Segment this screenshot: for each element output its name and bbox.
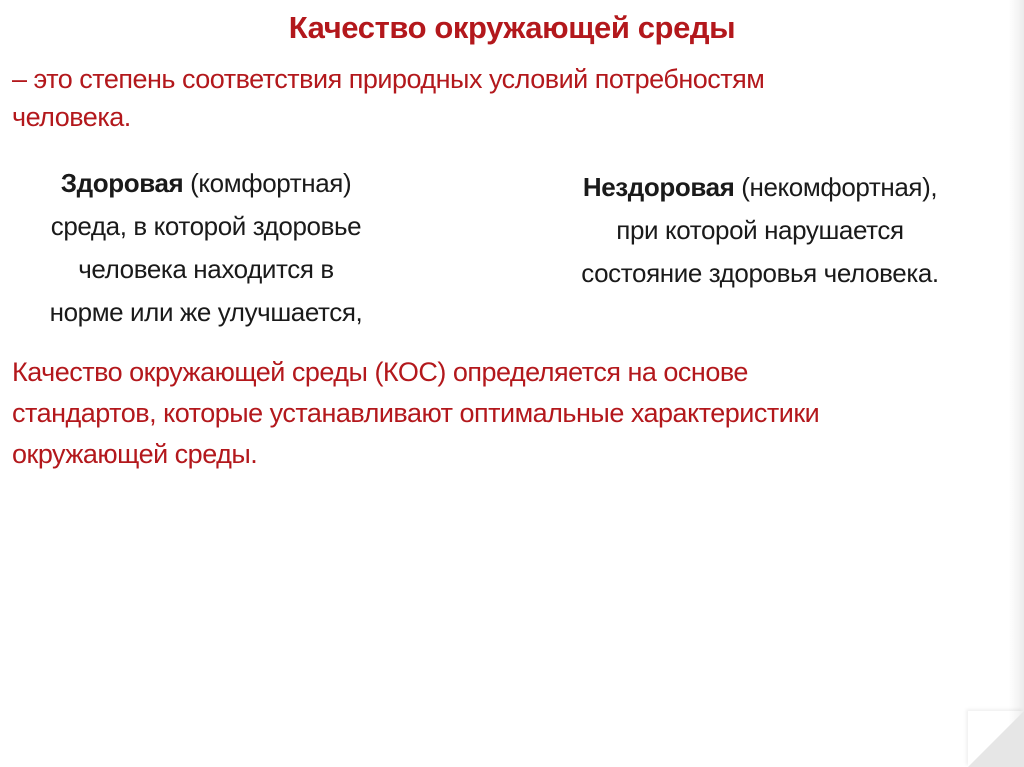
definition-text [12,60,1012,136]
healthy-term-note: (комфортная) [183,168,352,198]
page-corner-fold [968,711,1024,767]
healthy-line: среда, в которой здоровье [50,211,362,241]
healthy-first-line [0,162,412,205]
unhealthy-first-line [525,166,995,209]
unhealthy-term-note: (некомфортная), [734,172,938,202]
page-edge-shadow [1008,0,1024,767]
definition-line: человека. [12,102,131,132]
standards-line: Качество окружающей среды (КОС) определяется на основе [12,357,748,387]
standards-line: стандартов, которые устанавливают оптимальные характеристики [12,398,820,428]
unhealthy-line: состояние здоровья человека. [581,258,939,288]
healthy-line: человека находится в [78,254,334,284]
standards-line: окружающей среды. [12,439,258,469]
standards-paragraph [12,352,1012,475]
unhealthy-line: при которой нарушается [616,215,904,245]
healthy-line: норме или же улучшается, [49,297,363,327]
unhealthy-environment-block [525,166,995,295]
unhealthy-term: Нездоровая [582,172,735,202]
definition-line: – это степень соответствия природных условий потребностям [12,64,765,94]
slide-title: Качество окружающей среды [288,10,736,45]
healthy-term: Здоровая [60,168,184,198]
healthy-environment-block [0,162,412,334]
